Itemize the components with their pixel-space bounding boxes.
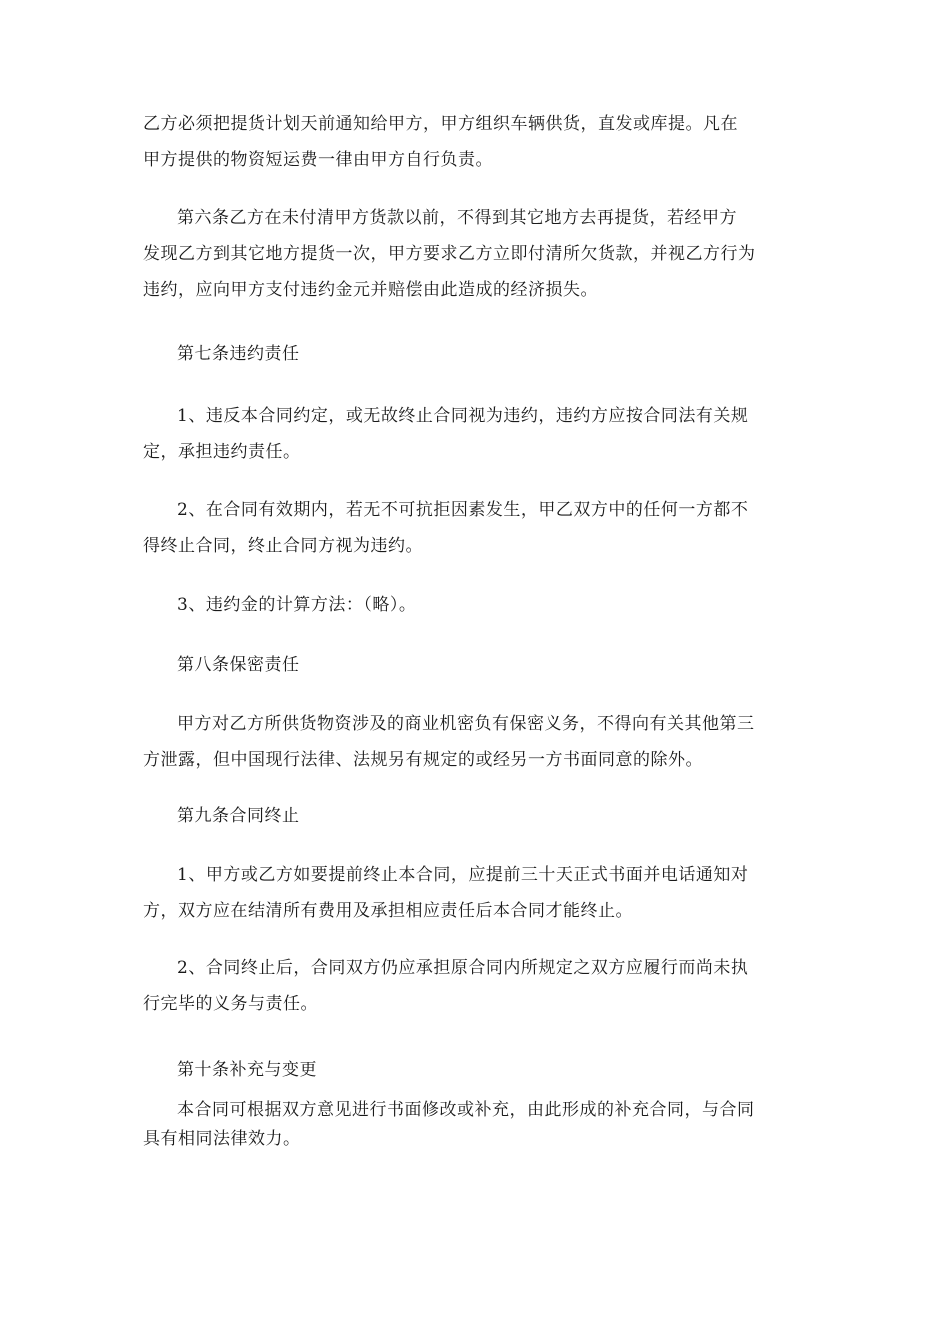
text-line: 方泄露，但中国现行法律、法规另有规定的或经另一方书面同意的除外。	[143, 750, 703, 770]
text-line: 第十条补充与变更	[177, 1060, 317, 1080]
text-line: 第九条合同终止	[177, 806, 300, 826]
text-line: 方，双方应在结清所有费用及承担相应责任后本合同才能终止。	[143, 901, 633, 921]
text-line: 第七条违约责任	[177, 344, 300, 364]
heading-article-9	[143, 798, 823, 834]
text-line: 2、合同终止后，合同双方仍应承担原合同内所规定之双方应履行而尚未执	[177, 958, 749, 978]
text-line: 定，承担违约责任。	[143, 442, 301, 462]
text-line: 甲方提供的物资短运费一律由甲方自行负责。	[143, 150, 493, 170]
text-line: 发现乙方到其它地方提货一次，甲方要求乙方立即付清所欠货款，并视乙方行为	[143, 244, 756, 264]
paragraph-7-3	[143, 587, 823, 623]
text-line: 第六条乙方在未付清甲方货款以前，不得到其它地方去再提货，若经甲方	[177, 208, 737, 228]
text-line: 1、甲方或乙方如要提前终止本合同，应提前三十天正式书面并电话通知对	[177, 865, 749, 885]
paragraph-article-8	[143, 706, 823, 778]
text-line: 第八条保密责任	[177, 655, 300, 675]
text-line: 行完毕的义务与责任。	[143, 994, 318, 1014]
heading-article-8	[143, 647, 823, 683]
paragraph-7-1	[143, 398, 823, 470]
text-line: 2、在合同有效期内，若无不可抗拒因素发生，甲乙双方中的任何一方都不	[177, 500, 749, 520]
paragraph-article-6	[143, 200, 823, 308]
text-line: 得终止合同，终止合同方视为违约。	[143, 536, 423, 556]
paragraph-7-2	[143, 492, 823, 564]
text-line: 1、违反本合同约定，或无故终止合同视为违约，违约方应按合同法有关规	[177, 406, 749, 426]
heading-article-10	[143, 1052, 823, 1088]
text-line: 具有相同法律效力。	[143, 1129, 301, 1149]
heading-article-7	[143, 336, 823, 372]
text-line: 违约，应向甲方支付违约金元并赔偿由此造成的经济损失。	[143, 280, 598, 300]
text-line: 甲方对乙方所供货物资涉及的商业机密负有保密义务，不得向有关其他第三	[177, 714, 755, 734]
paragraph-delivery-plan	[143, 106, 823, 178]
text-line: 本合同可根据双方意见进行书面修改或补充，由此形成的补充合同，与合同	[177, 1100, 755, 1120]
paragraph-article-10	[143, 1096, 823, 1154]
paragraph-9-1	[143, 857, 823, 929]
text-line: 3、违约金的计算方法：（略）。	[177, 595, 417, 615]
text-line: 乙方必须把提货计划天前通知给甲方，甲方组织车辆供货，直发或库提。凡在	[143, 114, 738, 134]
paragraph-9-2	[143, 950, 823, 1022]
